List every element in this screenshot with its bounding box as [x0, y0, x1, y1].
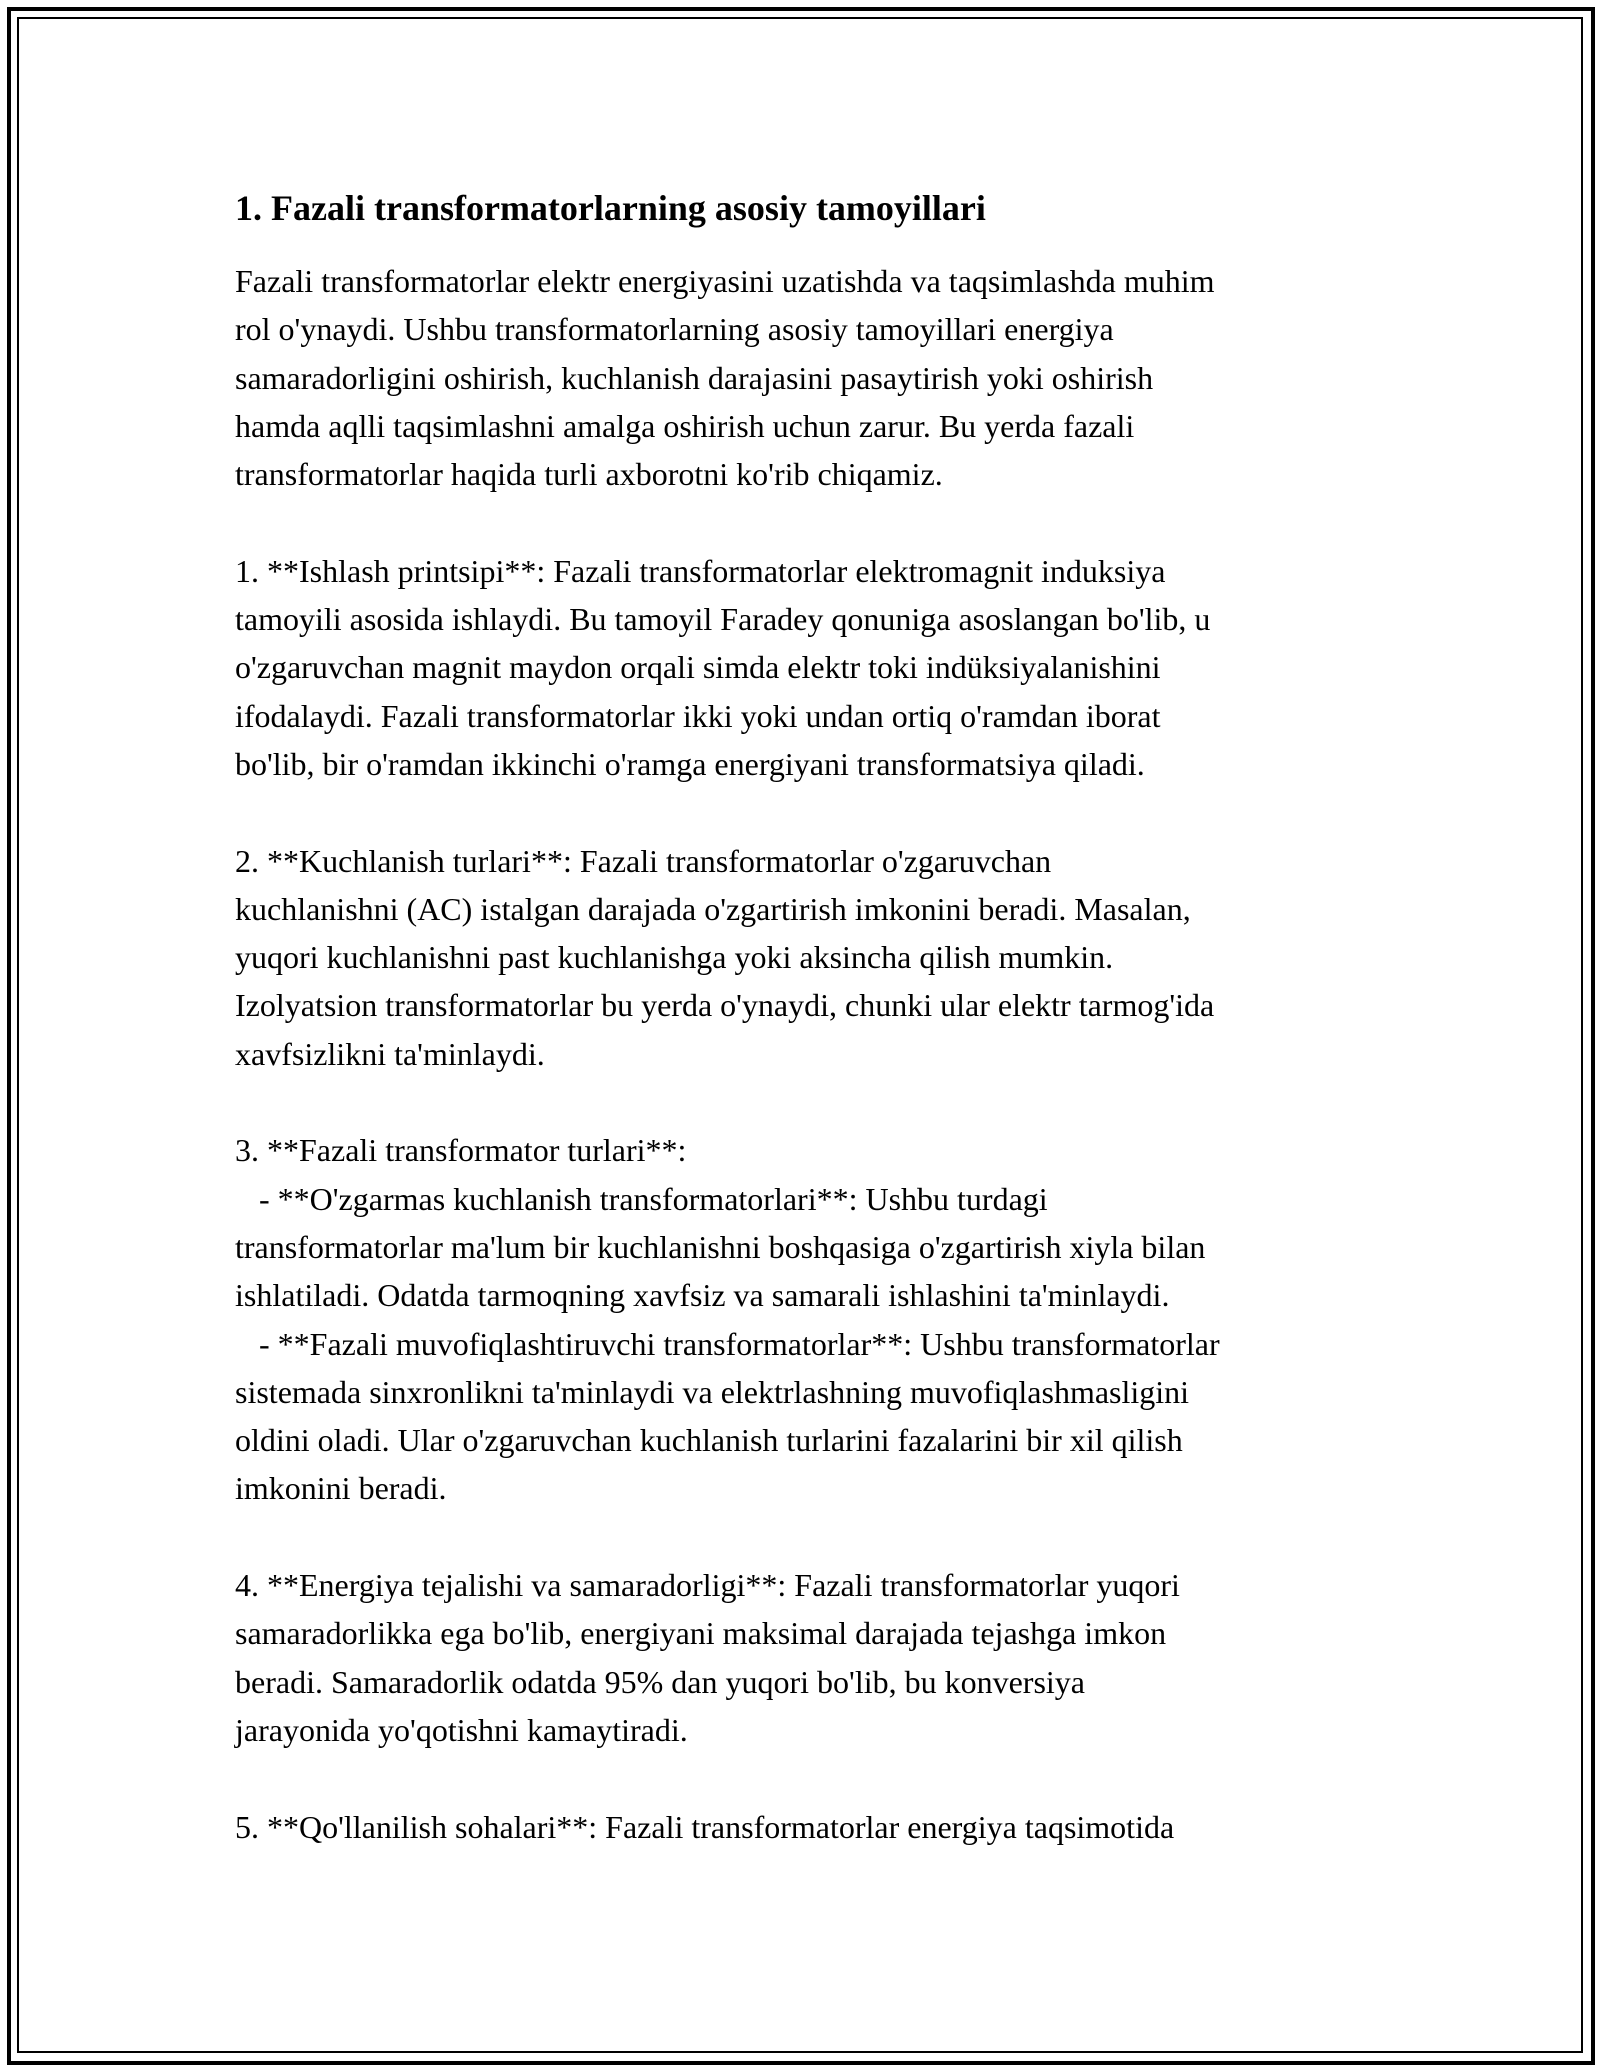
text-line: kuchlanishni (AC) istalgan darajada o'zgartirish imkonini beradi. Masalan,: [235, 890, 1191, 927]
document-body: [235, 185, 1385, 1899]
text-line: o'zgaruvchan magnit maydon orqali simda elektr toki indüksiyalanishini: [235, 649, 1161, 686]
text-line: tamoyili asosida ishlaydi. Bu tamoyil Faradey qonuniga asoslangan bo'lib, u: [235, 601, 1211, 638]
text-line: jarayonida yo'qotishni kamaytiradi.: [235, 1711, 688, 1748]
text-line: beradi. Samaradorlik odatda 95% dan yuqori bo'lib, bu konversiya: [235, 1663, 1085, 1700]
text-line: sistemada sinxronlikni ta'minlaydi va elektrlashning muvofiqlashmasligini: [235, 1373, 1190, 1410]
text-line: ishlatiladi. Odatda tarmoqning xavfsiz va samarali ishlashini ta'minlaydi.: [235, 1277, 1170, 1314]
text-line: transformatorlar ma'lum bir kuchlanishni boshqasiga o'zgartirish xiyla bilan: [235, 1228, 1206, 1265]
text-line: 3. **Fazali transformator turlari**:: [235, 1132, 687, 1169]
text-line: 5. **Qo'llanilish sohalari**: Fazali transformatorlar energiya taqsimotida: [235, 1808, 1175, 1845]
text-line: samaradorlikka ega bo'lib, energiyani maksimal darajada tejashga imkon: [235, 1615, 1167, 1652]
text-line: - **Fazali muvofiqlashtiruvchi transformatorlar**: Ushbu transformatorlar: [235, 1325, 1220, 1362]
text-line: transformatorlar haqida turli axborotni ko'rib chiqamiz.: [235, 456, 943, 493]
text-line: imkonini beradi.: [235, 1470, 447, 1507]
text-line: xavfsizlikni ta'minlaydi.: [235, 1035, 545, 1072]
text-line: 1. **Ishlash printsipi**: Fazali transformatorlar elektromagnit induksiya: [235, 552, 1166, 589]
text-line: samaradorligini oshirish, kuchlanish darajasini pasaytirish yoki oshirish: [235, 359, 1154, 396]
text-line: - **O'zgarmas kuchlanish transformatorlari**: Ushbu turdagi: [235, 1180, 1048, 1217]
paragraph: [235, 1803, 1385, 1851]
paragraph: [235, 837, 1385, 1078]
text-line: ifodalaydi. Fazali transformatorlar ikki yoki undan ortiq o'ramdan iborat: [235, 697, 1161, 734]
paragraph: [235, 547, 1385, 788]
text-line: Fazali transformatorlar elektr energiyasini uzatishda va taqsimlashda muhim: [235, 263, 1215, 299]
text-line: oldini oladi. Ular o'zgaruvchan kuchlanish turlarini fazalarini bir xil qilish: [235, 1422, 1183, 1459]
paragraph: [235, 1126, 1385, 1512]
text-line: hamda aqlli taqsimlashni amalga oshirish uchun zarur. Bu yerda fazali: [235, 407, 1135, 444]
paragraph: [235, 257, 1385, 498]
text-line: 2. **Kuchlanish turlari**: Fazali transformatorlar o'zgaruvchan: [235, 842, 1052, 879]
text-line: yuqori kuchlanishni past kuchlanishga yoki aksincha qilish mumkin.: [235, 939, 1114, 976]
text-line: Izolyatsion transformatorlar bu yerda o'ynaydi, chunki ular elektr tarmog'ida: [235, 987, 1215, 1024]
text-line: 4. **Energiya tejalishi va samaradorligi**: Fazali transformatorlar yuqori: [235, 1567, 1180, 1604]
text-line: bo'lib, bir o'ramdan ikkinchi o'ramga energiyani transformatsiya qiladi.: [235, 745, 1145, 782]
document-title: 1. Fazali transformatorlarning asosiy tamoyillari: [235, 188, 986, 228]
text-line: rol o'ynaydi. Ushbu transformatorlarning asosiy tamoyillari energiya: [235, 311, 1114, 348]
paragraph: [235, 1561, 1385, 1754]
paragraph-list: [235, 257, 1385, 1851]
